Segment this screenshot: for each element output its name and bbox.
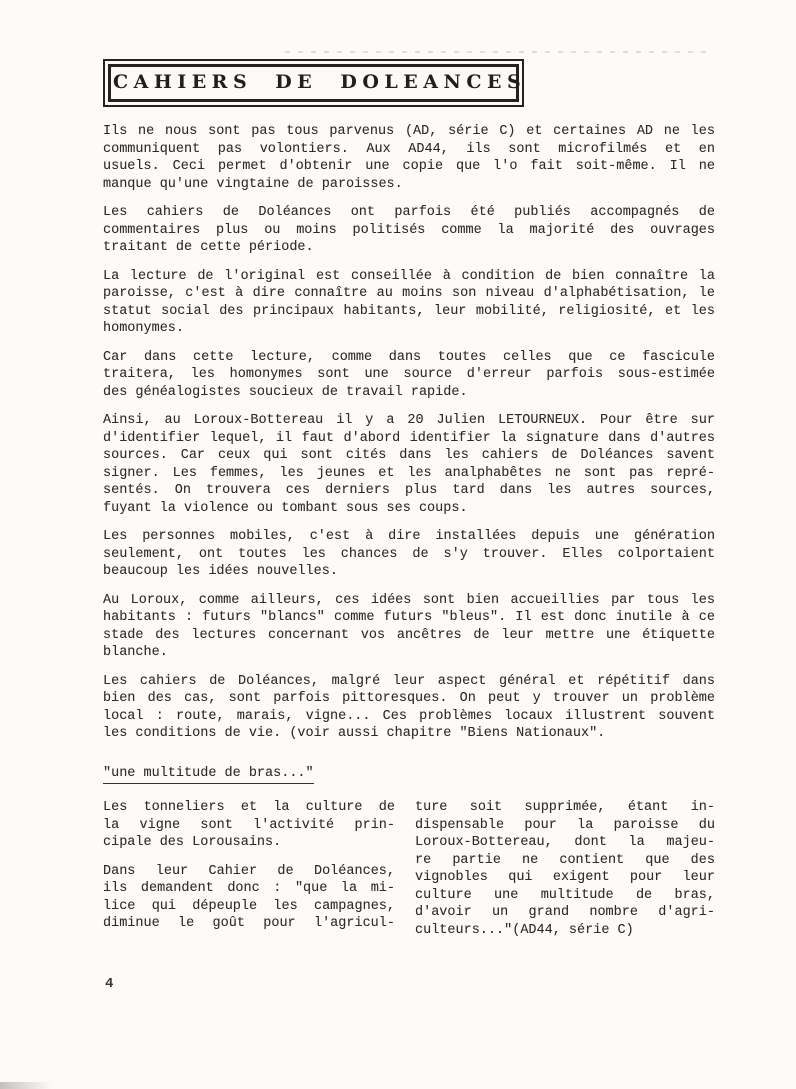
text-line: culture une multitude de bras, (415, 887, 715, 903)
text-line: vignobles qui exigent pour leur (415, 870, 715, 885)
left-column (103, 799, 395, 944)
paragraph (415, 799, 715, 939)
text-line: homonymes. (103, 321, 185, 336)
text-line: paroisse, c'est à dire connaître au moins son niveau d'alphabétisation, le (103, 286, 715, 301)
text-line: cipale des Lorousains. (103, 835, 282, 850)
body-text (103, 123, 715, 743)
text-line: stade des lectures concernant vos ancêtres de leur mettre une étiquette (103, 627, 715, 643)
paragraph (103, 673, 715, 743)
text-line: Dans leur Cahier de Doléances, (103, 863, 395, 879)
text-line: les conditions de vie. (voir aussi chapitre "Biens Nationaux". (103, 726, 606, 741)
text-line: Au Loroux, comme ailleurs, ces idées sont bien accueillies par tous les (103, 592, 715, 608)
paragraph (103, 863, 395, 933)
page-title: CAHIERS DE DOLEANCES (108, 64, 519, 102)
paragraph (103, 268, 715, 338)
text-line: culteurs..."(AD44, série C) (415, 922, 634, 938)
text-line: d'identifier lequel, il faut d'abord identifier la signature dans d'autres (103, 430, 715, 446)
section-heading (103, 765, 715, 783)
text-line: statut social des principaux habitants, leur mobilité, religiosité, et les (103, 303, 715, 319)
paragraph (103, 204, 715, 257)
paragraph (103, 528, 715, 581)
text-line: traitera, les homonymes sont une source d'erreur parfois sous-estimée (103, 367, 715, 382)
text-line: Les cahiers de Doléances, malgré leur aspect général et répétitif dans (103, 673, 715, 689)
text-line: signer. Les femmes, les jeunes et les analphabêtes ne sont pas repré- (103, 465, 715, 481)
paragraph (103, 412, 715, 517)
text-line: local : route, marais, vigne... Ces problèmes locaux illustrent souvent (103, 708, 715, 724)
text-line: beaucoup les idées nouvelles. (103, 564, 338, 579)
text-line: Loroux-Bottereau, dont la majeu- (415, 835, 715, 850)
title-box (103, 59, 527, 107)
text-line: commentaires plus ou moins politisés comme la majorité des ouvrages (103, 222, 715, 238)
text-line: ils demandent donc : "que la mi- (103, 881, 395, 896)
text-line: seulement, ont toutes les chances de s'y trouver. Elles colportaient (103, 546, 715, 562)
text-line: usuels. Ceci permet d'obtenir une copie que l'o fait soit-même. Il ne (103, 159, 715, 174)
right-column (415, 799, 715, 950)
text-line: sources. Car ceux qui sont cités dans les cahiers de Doléances savent (103, 448, 715, 463)
text-line: Les personnes mobiles, c'est à dire installées depuis une génération (103, 529, 715, 544)
text-line: lice qui dépeuple les campagnes, (103, 898, 395, 914)
scan-artifact-dust (285, 51, 713, 53)
page-content (103, 59, 715, 950)
text-line: Les tonneliers et la culture de (103, 800, 395, 815)
section-heading-text: "une multitude de bras..." (103, 766, 314, 784)
text-line: diminue le goût pour l'agricul- (103, 916, 395, 931)
text-line: Ils ne nous sont pas tous parvenus (AD, série C) et certaines AD ne les (103, 124, 715, 139)
text-line: La lecture de l'original est conseillée à condition de bien connaître la (103, 268, 715, 284)
page-number: 4 (105, 976, 114, 992)
text-line: d'avoir un grand nombre d'agri- (415, 905, 715, 920)
text-line: blanche. (103, 645, 168, 660)
text-line: la vigne sont l'activité prin- (103, 817, 395, 833)
scan-smudge (0, 1082, 52, 1089)
text-line: des généalogistes soucieux de travail rapide. (103, 384, 468, 400)
paragraph (103, 799, 395, 852)
text-line: Les cahiers de Doléances ont parfois été publiés accompagnés de (103, 205, 715, 220)
text-line: dispensable pour la paroisse du (415, 817, 715, 833)
text-line: Car dans cette lecture, comme dans toutes celles que ce fascicule (103, 349, 715, 365)
text-line: communiquent pas volontiers. Aux AD44, ils sont microfilmés et en (103, 141, 715, 157)
text-line: bien des cas, sont parfois pittoresques. On peut y trouver un problème (103, 691, 715, 706)
paragraph (103, 349, 715, 402)
paragraph (103, 123, 715, 193)
text-line: ture soit supprimée, étant in- (415, 800, 715, 815)
text-line: Ainsi, au Loroux-Bottereau il y a 20 Julien LETOURNEUX. Pour être sur (103, 413, 715, 428)
text-line: sentés. On trouvera ces derniers plus tard dans les autres sources, (103, 483, 715, 498)
text-line: traitant de cette période. (103, 240, 314, 255)
text-line: habitants : futurs "blancs" comme futurs "bleus". Il est donc inutile à ce (103, 610, 715, 625)
two-column-section (103, 799, 715, 950)
text-line: re partie ne contient que des (415, 852, 715, 868)
text-line: manque qu'une vingtaine de paroisses. (103, 176, 403, 192)
text-line: fuyant la violence ou tombant sous ses coups. (103, 500, 468, 516)
paragraph (103, 592, 715, 662)
